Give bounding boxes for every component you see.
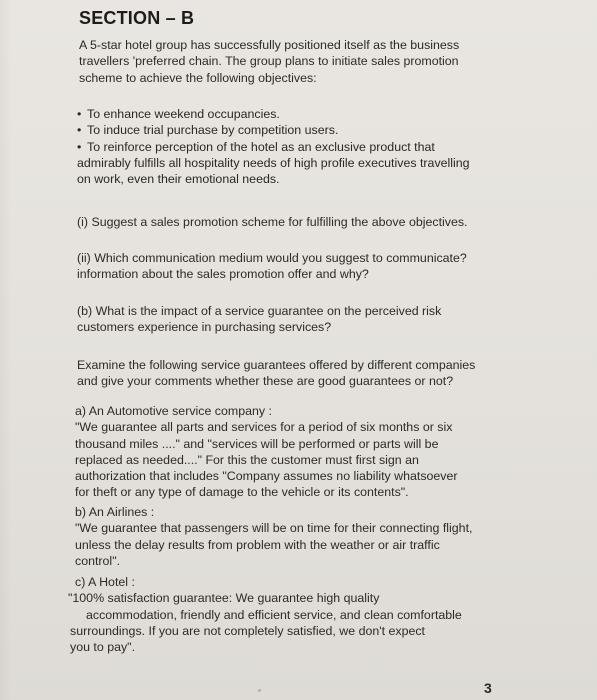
case-line: you to pay". [70,640,136,655]
case-line: thousand miles ...." and "services will be performed or parts will be [75,436,439,451]
intro-line: A 5-star hotel group has successfully positioned itself as the business [79,38,460,52]
page-number: 3 [484,680,492,696]
case-line: surroundings. If you are not completely satisfied, we don't expect [70,623,426,638]
objective-line: on work, even their emotional needs. [77,172,280,187]
objective-item [77,139,507,188]
case-line: "100% satisfaction guarantee: We guarantee high quality [68,591,380,606]
case-c-hotel [70,574,462,655]
examine-line: and give your comments whether these are good guarantees or not? [77,374,454,389]
case-line: for theft or any type of damage to the vehicle or its contents". [75,485,409,500]
case-line: "We guarantee all parts and services for a period of six months or six [75,420,453,435]
case-line: unless the delay results from problem with the weather or air traffic [75,537,440,552]
section-title: SECTION – B [79,8,195,28]
objective-line: admirably fulfills all hospitality needs of high profile executives travelling [77,155,470,170]
case-line: "We guarantee that passengers will be on time for their connecting flight, [75,521,473,536]
question-ii [77,250,467,283]
case-line: c) A Hotel : [75,575,135,589]
objectives-list [77,106,507,187]
intro-line: travellers 'preferred chain. The group plans to initiate sales promotion [79,54,459,69]
question-line: (b) What is the impact of a service guarantee on the perceived risk [77,304,442,318]
bullet-icon: • [77,107,82,121]
question-line: (ii) Which communication medium would you suggest to communicate? [77,251,467,265]
case-b-airlines [75,504,472,569]
case-a-automotive [75,403,458,501]
question-b [77,303,441,336]
bullet-icon: • [77,123,82,138]
case-line: authorization that includes "Company assumes no liability whatsoever [75,469,458,484]
bullet-icon: • [77,139,82,154]
page-edge-shadow [0,0,12,700]
objective-item [77,122,507,138]
question-line: information about the sales promotion offer and why? [77,267,369,282]
paper-speck [258,689,261,692]
objective-line: To reinforce perception of the hotel as an exclusive product that [87,139,435,154]
objective-item [77,106,507,122]
question-line: (i) Suggest a sales promotion scheme for fulfilling the above objectives. [77,215,468,229]
case-line: control". [75,553,121,568]
case-line: accommodation, friendly and efficient service, and clean comfortable [86,607,462,622]
objective-line: To induce trial purchase by competition users. [87,123,339,138]
intro-paragraph [79,37,459,86]
examine-paragraph [77,357,475,390]
question-line: customers experience in purchasing services? [77,320,332,335]
intro-line: scheme to achieve the following objectives: [79,70,317,85]
case-line: replaced as needed...." For this the customer must first sign an [75,452,419,467]
case-line: b) An Airlines : [75,505,155,519]
objective-line: To enhance weekend occupancies. [87,107,280,121]
case-line: a) An Automotive service company : [75,404,272,418]
examine-line: Examine the following service guarantees offered by different companies [77,358,476,372]
question-i [77,214,468,230]
